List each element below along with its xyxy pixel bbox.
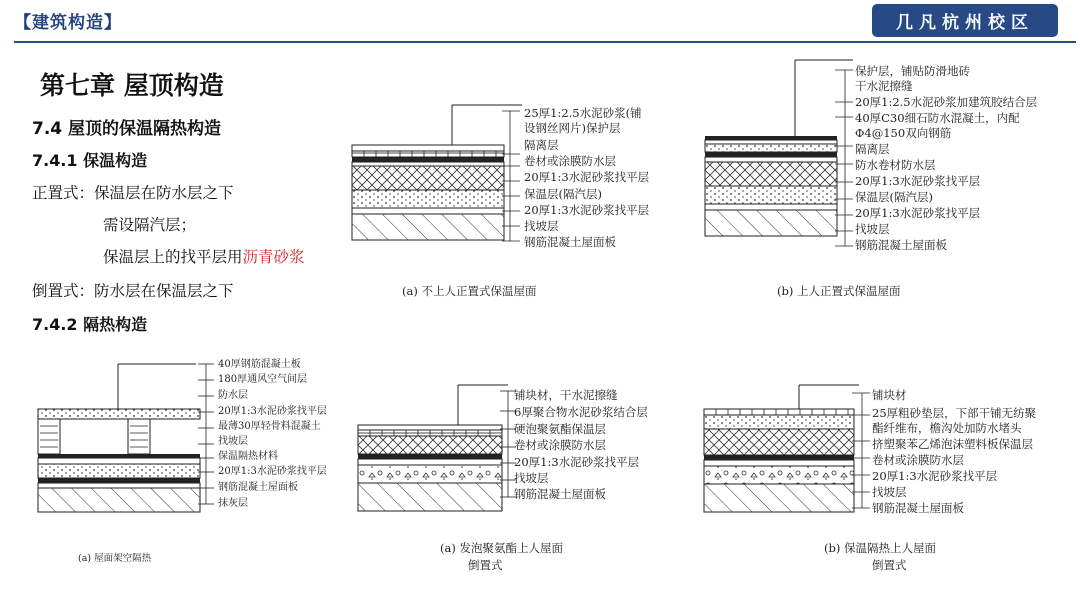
- label-a-isolation: 隔离层: [524, 138, 559, 152]
- label-b-slope: 找坡层: [855, 222, 890, 236]
- label-b-rebar: Φ4@150双向钢筋: [855, 126, 952, 140]
- caption-e: (b) 保温隔热上人屋面: [824, 541, 936, 555]
- label-b-bonding: 20厚1:2.5水泥砂浆加建筑胶结合层: [855, 95, 1038, 109]
- caption-a: (a) 不上人正置式保温屋面: [402, 284, 537, 298]
- text-leveling-layer: [103, 245, 305, 267]
- text-leveling-prefix: 保温层上的找平层用: [103, 248, 243, 266]
- label-a-slab: 钢筋混凝土屋面板: [524, 235, 616, 249]
- campus-badge: 几凡杭州校区: [872, 4, 1058, 37]
- label-e-paving: 铺块材: [872, 388, 907, 402]
- label-c-leveling-1: 20厚1:3水泥砂浆找平层: [218, 406, 327, 417]
- label-c-lightweight: 最薄30厚轻骨料混凝土: [218, 421, 321, 432]
- text-vapor-barrier: 需设隔汽层；: [103, 216, 197, 234]
- label-b-protective: 保护层，铺贴防滑地砖: [855, 64, 970, 78]
- header-divider: [14, 41, 1076, 43]
- label-a-protective: 25厚1:2.5水泥砂浆(铺: [524, 106, 642, 120]
- label-b-leveling-2: 20厚1:3水泥砂浆找平层: [855, 206, 981, 220]
- section-title: 7.4 屋顶的保温隔热构造: [32, 119, 222, 139]
- label-d-waterproof: 卷材或涂膜防水层: [514, 438, 606, 452]
- label-e-sand: 25厚粗砂垫层，下部干铺无纺聚: [872, 406, 1037, 420]
- label-d-pu-insulation: 硬泡聚氨酯保温层: [514, 422, 606, 436]
- label-d-slab: 钢筋混凝土屋面板: [514, 487, 606, 501]
- label-c-slope: 找坡层: [218, 436, 248, 447]
- label-b-isolation: 隔离层: [855, 142, 890, 156]
- label-e-xps: 挤塑聚苯乙烯泡沫塑料板保温层: [872, 437, 1033, 451]
- subsection-insulation: 7.4.1 保温构造: [32, 151, 148, 170]
- text-inverted-definition: 倒置式：防水层在保温层之下: [32, 282, 234, 300]
- label-c-airgap: 180厚通风空气间层: [218, 374, 308, 385]
- label-a-leveling-1: 20厚1:3水泥砂浆找平层: [524, 170, 650, 184]
- label-c-insulation: 保温隔热材料: [218, 451, 278, 462]
- diagram-a-upright-nonaccessible: [352, 105, 682, 305]
- label-c-slab-top: 40厚钢筋混凝土板: [218, 359, 301, 370]
- label-b-grout: 干水泥擦缝: [855, 79, 913, 93]
- label-a-waterproof: 卷材或涂膜防水层: [524, 154, 616, 168]
- caption-b: (b) 上人正置式保温屋面: [777, 284, 901, 298]
- label-c-waterproof: 防水层: [218, 390, 248, 401]
- text-asphalt-mortar: 沥青砂浆: [242, 248, 305, 266]
- diagram-e-inverted-xps: [704, 385, 1080, 585]
- chapter-title: 第七章 屋顶构造: [40, 71, 224, 100]
- label-a-slope: 找坡层: [524, 219, 559, 233]
- label-b-slab: 钢筋混凝土屋面板: [855, 238, 947, 252]
- label-d-leveling: 20厚1:3水泥砂浆找平层: [514, 455, 640, 469]
- caption-e-type: 倒置式: [872, 558, 907, 572]
- label-c-leveling-2: 20厚1:3水泥砂浆找平层: [218, 466, 327, 477]
- label-e-slab: 钢筋混凝土屋面板: [872, 501, 964, 515]
- label-e-waterproof: 卷材或涂膜防水层: [872, 453, 964, 467]
- label-b-insulation: 保温层(隔汽层): [855, 190, 933, 204]
- caption-d-type: 倒置式: [468, 558, 503, 572]
- label-c-slab: 钢筋混凝土屋面板: [218, 482, 298, 493]
- subsection-heat-insulation: 7.4.2 隔热构造: [32, 315, 148, 334]
- diagram-b-upright-accessible: [705, 60, 1080, 305]
- caption-c: (a) 屋面架空隔热: [78, 553, 152, 564]
- section-tag: 【建筑构造】: [14, 13, 122, 33]
- label-b-leveling-1: 20厚1:3水泥砂浆找平层: [855, 174, 981, 188]
- caption-d: (a) 发泡聚氨酯上人屋面: [440, 541, 563, 555]
- diagram-c-section-drawing: [36, 354, 336, 574]
- text-upright-definition: 正置式：保温层在防水层之下: [32, 184, 234, 202]
- diagram-d-inverted-pu-foam: [358, 385, 688, 585]
- label-e-slope: 找坡层: [872, 485, 907, 499]
- label-e-fabric: 酯纤维布，檐沟处加防水堵头: [872, 421, 1022, 435]
- label-d-slope: 找坡层: [514, 471, 549, 485]
- label-b-concrete: 40厚C30细石防水混凝土，内配: [855, 111, 1020, 125]
- label-c-plaster: 抹灰层: [218, 498, 248, 509]
- label-a-protective-2: 设钢丝网片)保护层: [524, 121, 621, 135]
- label-e-leveling: 20厚1:3水泥砂浆找平层: [872, 469, 998, 483]
- label-a-leveling-2: 20厚1:3水泥砂浆找平层: [524, 203, 650, 217]
- label-d-paving: 铺块材，干水泥擦缝: [514, 388, 618, 402]
- diagram-c-raised-ventilation: [36, 354, 336, 574]
- label-b-waterproof: 防水卷材防水层: [855, 158, 936, 172]
- label-a-insulation: 保温层(隔汽层): [524, 187, 602, 201]
- label-d-bonding: 6厚聚合物水泥砂浆结合层: [514, 405, 648, 419]
- header-bar: [0, 0, 1080, 44]
